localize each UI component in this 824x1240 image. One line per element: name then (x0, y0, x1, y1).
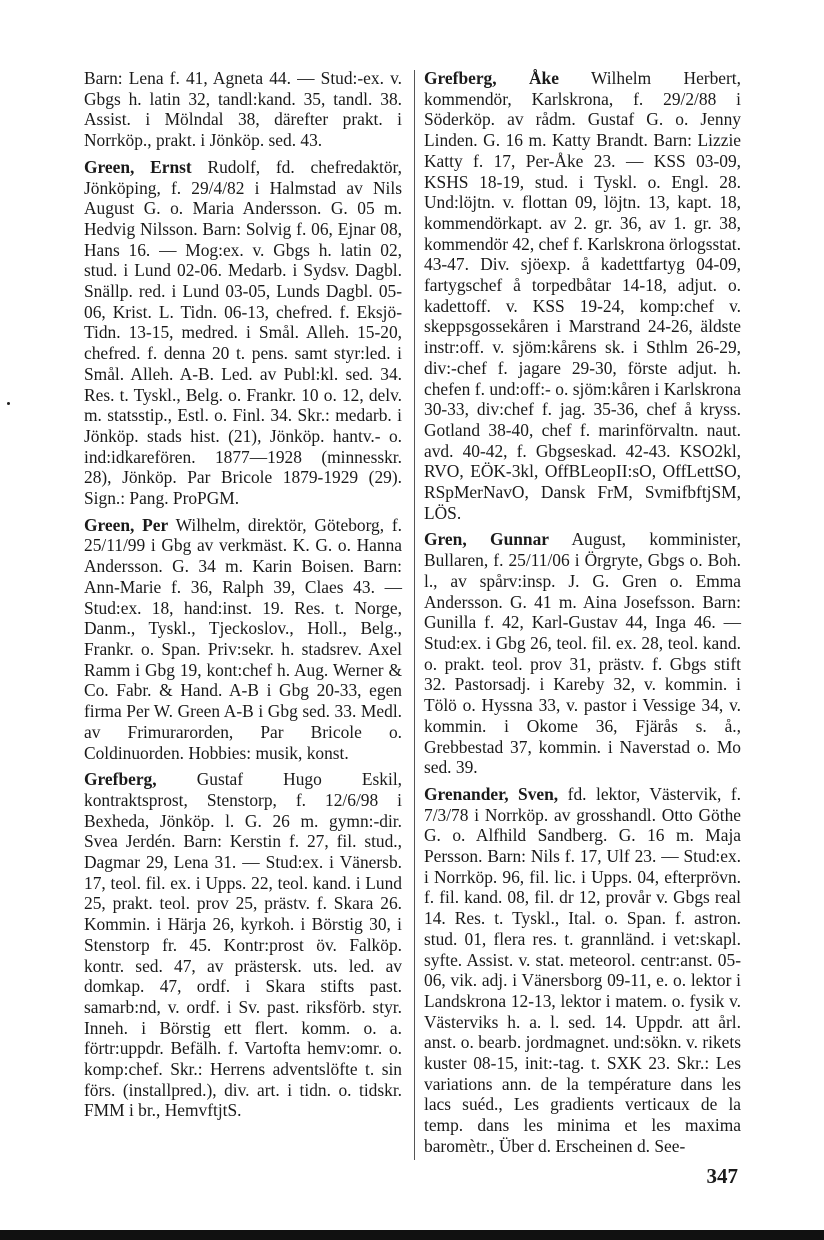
entry-grefberg-ake (424, 68, 741, 523)
right-column (424, 68, 741, 1163)
entry-text: Wilhelm, direktör, Göteborg, f. 25/11/99 i Gbg av verkmäst. K. G. o. Hanna Andersson. G. 34 m. Karin Boisen. Barn: Ann-Marie f. 36, Ralph 39, Claes 43. — Stud:ex. 18, hand:inst. 19. Res. t. Norge, Danm., Tyskl., Tjeckoslov., Holl., Belg., Frankr. o. Span. Priv:sekr. h. stadsrev. Axel Ramm i Gbg 19, kont:chef h. Aug. Werner & Co. Fabr. & Hand. A-B i Gbg 20-33, egen firma Per W. Green A-B i Gbg sed. 33. Medl. av Frimurarorden, Par Bricole o. Coldinuorden. Hobbies: musik, konst. (84, 514, 403, 763)
entry-headname: Gren, Gunnar (424, 529, 550, 550)
entry-green-ernst (84, 157, 402, 509)
left-column (84, 68, 402, 1127)
margin-speck (7, 402, 10, 405)
entry-text: Rudolf, fd. chefredaktör, Jönköping, f. 29/4/82 i Halmstad av Nils August G. o. Maria Andersson. G. 05 m. Hedvig Nilsson. Barn: Solvig f. 06, Ejnar 08, Hans 16. — Mog:ex. v. Gbgs h. latin 02, stud. i Lund 02-06. Medarb. i Sydsv. Dagbl. Snällp. red. i Lund 03-05, Lunds Dagbl. 05-06, Krist. L. Tidn. 06-13, chefred. f. Eksjö-Tidn. 13-15, medred. i Smål. Alleh. 15-20, chefred. f. denna 20 t. pens. samt styr:led. i Smål. Alleh. A-B. Led. av Publ:kl. sed. 34. Res. t. Tyskl., Belg. o. Frankr. 10 o. 12, delv. m. statsstip., Estl. o. Finl. 34. Skr.: medarb. i Jönköp. stads hist. (21), Jönköp. hantv.- o. ind:idkarefören. 1877—1928 (minnesskr. 28), Jönköp. Par Bricole 1879-1929 (29). Sign.: Pang. ProPGM. (84, 156, 402, 509)
entry-green-per (84, 515, 402, 763)
entry-text: Barn: Lena f. 41, Agneta 44. — Stud:-ex. v. Gbgs h. latin 32, tandl:kand. 35, tandl. 38. Assist. i Mölndal 38, därefter prakt. i Norrköp., prakt. i Jönköp. sed. 43. (84, 68, 402, 151)
entry-gren-gunnar (424, 529, 741, 777)
scan-bottom-edge (0, 1230, 824, 1240)
entry-grenander-sven (424, 784, 741, 1157)
entry-text: fd. lektor, Västervik, f. 7/3/78 i Norrköp. av grosshandl. Otto Göthe G. o. Alfhild Sandberg. G. 16 m. Maja Persson. Barn: Nils f. 17, Ulf 23. — Stud:ex. i Norrköp. 96, fil. lic. i Upps. 04, efterprövn. f. fil. kand. 08, fil. dr 12, provår v. Gbgs real 14. Res. t. Tyskl., Ital. o. Span. f. astron. stud. 01, flera res. t. grannländ. i vet:skapl. syfte. Assist. v. stat. meteorol. centr:anst. 05-06, vik. adj. i Vänersborg 09-11, e. o. lektor i Landskrona 12-13, lektor i matem. o. fysik v. Västerviks h. a. l. sed. 14. Uppdr. att årl. anst. o. bearb. jordmagnet. und:sökn. v. rikets kuster 08-15, init:-tag. t. SXK 23. Skr.: Les variations ann. de la température dans les lacs suéd., Les gradients verticaux de la temp. dans les minima et les maxima baromètr., Über d. Erscheinen d. See- (424, 783, 741, 1156)
entry-continuation (84, 68, 402, 151)
entry-text: August, komminister, Bullaren, f. 25/11/06 i Örgryte, Gbgs o. Boh. l., av spårv:insp. J. G. Gren o. Emma Andersson. G. 41 m. Aina Josefsson. Barn: Gunilla f. 42, Karl-Gustav 44, Inga 46. — Stud:ex. i Gbg 26, teol. fil. ex. 28, teol. kand. o. prakt. teol. prov 31, prästv. f. Gbgs stift 32. Pastorsadj. i Kareby 32, v. kommin. i Tölö o. Hyssna 33, v. pastor i Vessige 34, v. kommin. i Okome 36, Fjärås s. å., Grebbestad 37, kommin. i Naverstad o. Mo sed. 39. (424, 529, 741, 778)
entry-text: Wilhelm Herbert, kommendör, Karlskrona, f. 29/2/88 i Söderköp. av rådm. Gustaf G. o. Jenny Linden. G. 16 m. Katty Brandt. Barn: Lizzie Katty f. 17, Per-Åke 23. — KSS 03-09, KSHS 18-19, stud. i Tyskl. o. Engl. 28. Und:löjtn. v. flottan 09, löjtn. 13, kapt. 18, kommendörkapt. av 2. gr. 36, av 1. gr. 38, kommendör 42, chef f. Karlskrona örlogsstat. 43-47. Div. sjöexp. å kadettfartyg 04-09, fartygschef å torpedbåtar 14-18, adjut. o. kadettoff. v. KSS 19-24, komp:chef v. skeppsgossekåren i Marstrand 24-26, äldste instr:off. v. sjöm:kårens sk. i Sthlm 26-29, div:-chef f. jagare 29-30, förste adjut. h. chefen f. und:off:- o. sjöm:kåren i Karlskrona 30-33, div:chef f. jag. 35-36, chef å kryss. Gotland 38-40, chef f. marinförvaltn. naut. avd. 40-42, f. Gbgseskad. 42-43. KSO2kl, RVO, EÖK-3kl, OffBLeopII:sO, OffLettSO, RSpMerNavO, Dansk FrM, SvmifbftjSM, LÖS. (424, 68, 741, 523)
entry-headname: Green, Per (84, 514, 169, 535)
entry-headname: Grefberg, (84, 769, 157, 790)
entry-headname: Green, Ernst (84, 156, 192, 177)
page-number: 347 (706, 1164, 738, 1188)
column-divider (414, 70, 415, 1160)
entry-headname: Grenander, Sven, (424, 783, 559, 804)
entry-grefberg-gustaf (84, 769, 402, 1121)
entry-text: Gustaf Hugo Eskil, kontraktsprost, Stenstorp, f. 12/6/98 i Bexheda, Jönköp. l. G. 26 m. gymn:-dir. Svea Jerdén. Barn: Kerstin f. 27, fil. stud., Dagmar 29, Lena 31. — Stud:ex. i Vänersb. 17, teol. fil. ex. i Upps. 22, teol. kand. i Lund 25, prakt. teol. prov 25, prästv. f. Skara 26. Kommin. i Härja 26, kyrkoh. i Börstig 30, i Stenstorp fr. 45. Kontr:prost öv. Falköp. kontr. sed. 47, av prästersk. uts. led. av domkap. 47, ordf. i Skara stifts past. samarb:nd, v. ordf. i Sv. past. riksförb. styr. Inneh. i Börstig ett flert. komm. o. a. förtr:uppdr. Befälh. f. Vartofta hemv:omr. o. komp:chef. Skr.: Herrens adventslöfte t. sin förs. (installpred.), div. art. i tidn. o. tidskr. FMM i br., HemvftjtS. (84, 769, 402, 1121)
entry-headname: Grefberg, Åke (424, 68, 559, 88)
